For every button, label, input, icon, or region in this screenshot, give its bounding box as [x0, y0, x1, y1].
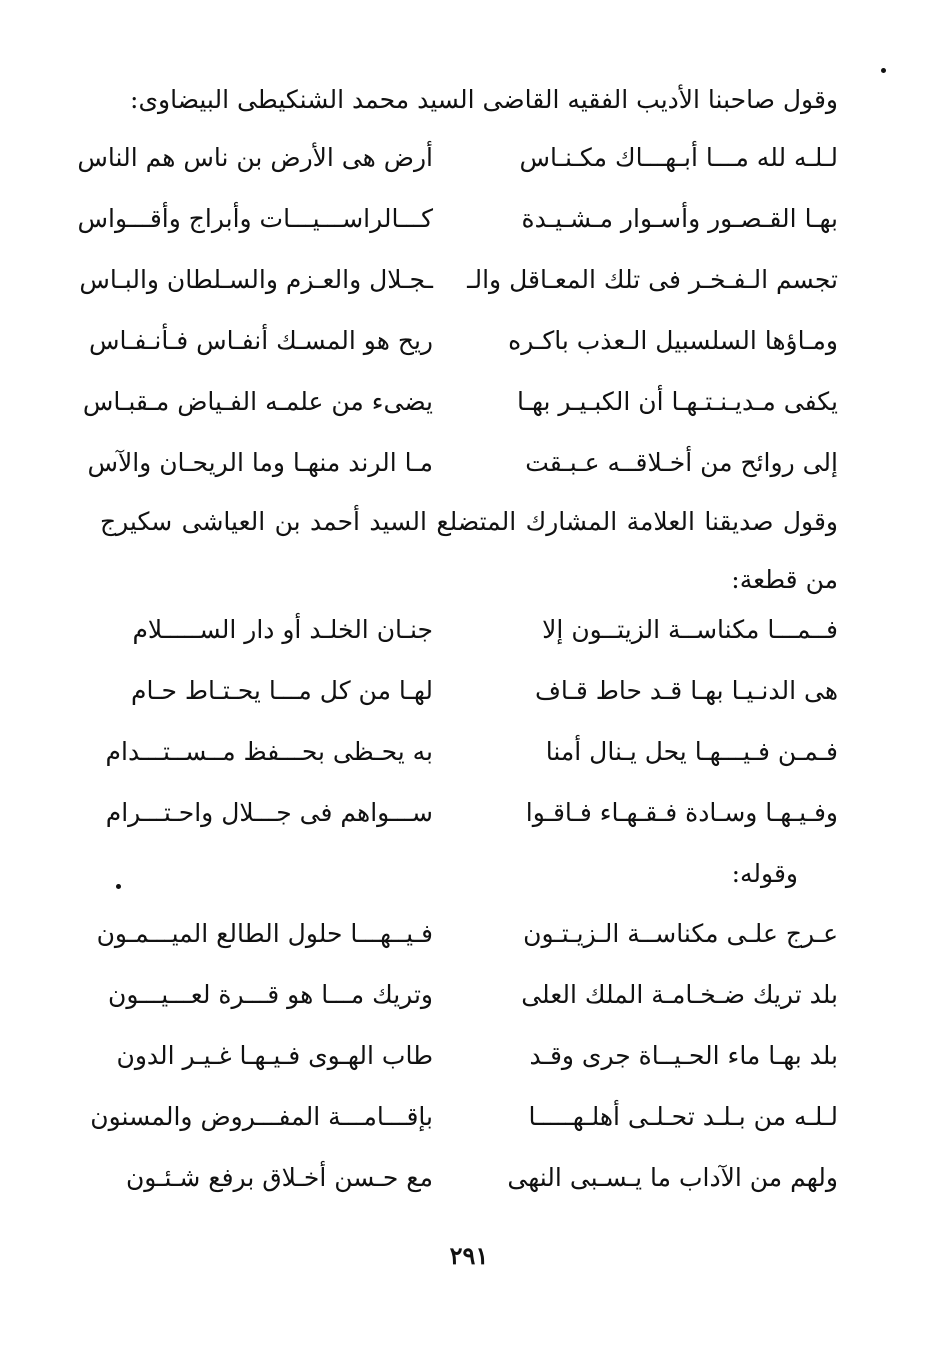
verse-second-hemistich: به يحـظى بحـــفظ مــســتـــدام — [105, 737, 433, 766]
verse-first-hemistich: وفـيـهـا وسـادة فـقـهـاء فـاقـوا — [525, 798, 838, 827]
intro-paragraph-2: وقول صديقنا العلامة المشارك المتضلع السيد أحمد بن العياشى سكيرج من قطعة: — [100, 507, 838, 594]
verse-second-hemistich: مـا الرند منهـا وما الريحـان والآس — [87, 448, 433, 477]
poem-stanza-2 — [100, 612, 838, 856]
verse-second-hemistich: جنـان الخلـد أو دار الســـــلام — [132, 615, 433, 644]
verse-line — [100, 1160, 838, 1221]
verse-first-hemistich: بلد بهـا ماء الحـيــاة جرى وقـد — [529, 1041, 838, 1070]
verse-line — [88, 323, 838, 384]
verse-line — [79, 262, 838, 323]
verse-line — [100, 612, 838, 673]
verse-line — [77, 140, 838, 201]
verse-line — [96, 916, 838, 977]
verse-line — [100, 673, 838, 734]
verse-first-hemistich: عـرج علـى مكناســة الـزيـتـون — [523, 919, 838, 948]
poem-stanza-1 — [77, 140, 838, 506]
verse-line — [100, 977, 838, 1038]
verse-second-hemistich: بإقـــامـــة المفـــروض والمسنون — [90, 1102, 433, 1131]
verse-first-hemistich: لـلـه لله مـــا أبـهـــاك مكـنـاس — [519, 143, 838, 172]
intro-paragraph-3: وقوله: — [731, 859, 798, 888]
verse-first-hemistich: هى الدنـيـا بهـا قـد حاط قـاف — [534, 676, 838, 705]
page-number: ٢٩١ — [449, 1241, 489, 1270]
verse-line — [90, 1099, 838, 1160]
verse-line — [77, 201, 838, 262]
verse-first-hemistich: بهـا القـصـور وأسـوار مـشـيـدة — [521, 204, 838, 233]
verse-second-hemistich: لهـا من كل مـــا يحـتـاط حـام — [131, 676, 433, 705]
verse-second-hemistich: ريح هو المسـك أنفـاس فـأنـفـاس — [88, 326, 433, 355]
verse-second-hemistich: ســـواهم فى جـــلال واحـتـــرام — [105, 798, 433, 827]
verse-first-hemistich: فـمـن فـيـــهـا يحل يـنال أمنا — [545, 737, 838, 766]
poem-stanza-3 — [90, 916, 838, 1221]
verse-first-hemistich: تجسم الـفـخـر فى تلك المعـاقل والـ — [467, 265, 838, 294]
verse-first-hemistich: لـلـه من بـلـد تحـلـى أهلـهـــــا — [528, 1102, 838, 1131]
verse-line — [100, 734, 838, 795]
verse-second-hemistich: ـجـلال والعـزم والسـلطان والبـاس — [79, 265, 433, 294]
verse-first-hemistich: بلد تريك ضـخـامـة الملك العلى — [521, 980, 838, 1009]
verse-line — [100, 1038, 838, 1099]
verse-first-hemistich: إلى روائح من أخـلاقــه عـبـقت — [525, 448, 838, 477]
verse-second-hemistich: أرض هى الأرض بن ناس هم الناس — [77, 143, 433, 172]
verse-first-hemistich: يكفى مـديـنـتـهـا أن الكبـيـر بهـا — [517, 387, 838, 416]
verse-first-hemistich: فــمـــا مكناســة الزيتــون إلا — [542, 615, 838, 644]
verse-line — [82, 384, 838, 445]
verse-second-hemistich: فـيــهـــا حلول الطالع الميـــمـون — [96, 919, 433, 948]
verse-line — [100, 795, 838, 856]
verse-second-hemistich: يضىء من علمـه الفـياض مـقبـاس — [82, 387, 433, 416]
verse-second-hemistich: كـــالراســـيـــات وأبراج وأقـــواس — [77, 204, 433, 233]
verse-second-hemistich: مع حـسن أخـلاق برفع شـئـون — [125, 1163, 433, 1192]
verse-second-hemistich: طاب الهـوى فـيـهـا غـيـر الدون — [116, 1041, 433, 1070]
verse-first-hemistich: ومـاؤها السلسبيل الـعذب باكـره — [508, 326, 838, 355]
verse-second-hemistich: وتريك مـــا هو قـــرة لعـــيـــون — [108, 980, 433, 1009]
intro-paragraph-1: وقول صاحبنا الأديب الفقيه القاضى السيد محمد الشنكيطى البيضاوى: — [130, 85, 838, 114]
scan-speck — [116, 884, 121, 889]
verse-first-hemistich: ولهم من الآداب ما يـسـبى النهى — [507, 1163, 838, 1192]
scan-speck — [881, 68, 886, 73]
